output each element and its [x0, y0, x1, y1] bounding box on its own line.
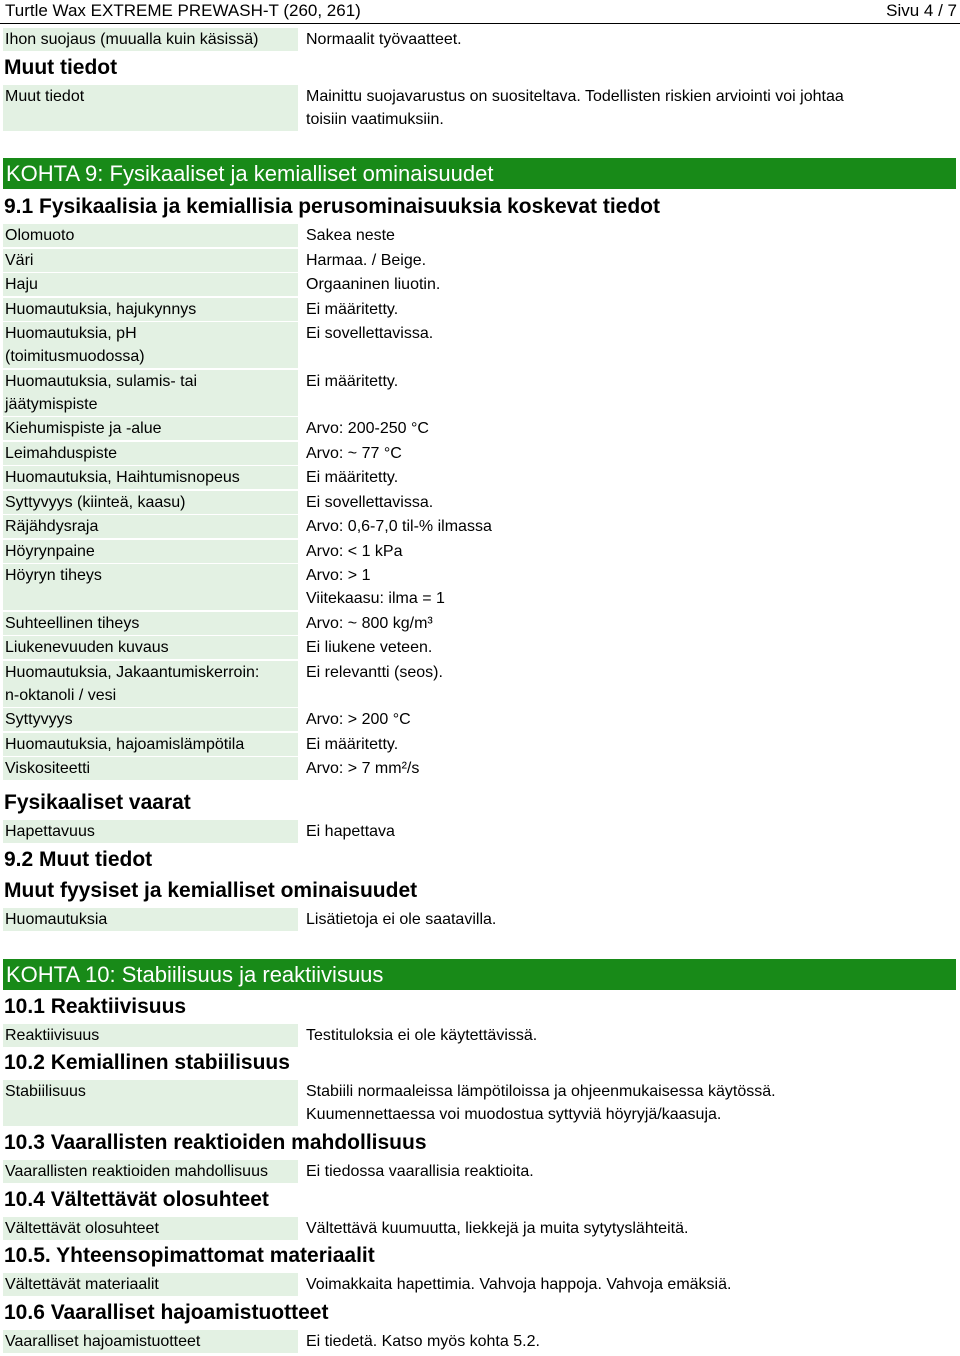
property-label: Liukenevuuden kuvaus: [3, 636, 298, 659]
field-label: Vaaralliset hajoamistuotteet: [3, 1330, 298, 1353]
field-label: Huomautuksia: [3, 908, 298, 931]
property-label: Huomautuksia, sulamis- tai jäätymispiste: [3, 370, 298, 416]
property-value: Ei sovellettavissa.: [306, 325, 434, 342]
field-value: Lisätietoja ei ole saatavilla.: [306, 911, 497, 928]
property-value: Ei liukene veteen.: [306, 639, 433, 656]
property-label: Huomautuksia, pH (toimitusmuodossa): [3, 322, 298, 368]
field-label: Vältettävät olosuhteet: [3, 1217, 298, 1240]
field-value: Ei tiedetä. Katso myös kohta 5.2.: [306, 1333, 540, 1350]
field-label: Vaarallisten reaktioiden mahdollisuus: [3, 1160, 298, 1183]
field-label: Reaktiivisuus: [3, 1024, 298, 1047]
header-divider: [0, 23, 960, 24]
property-label: Huomautuksia, Jakaantumiskerroin: n-oktanoli / vesi: [3, 661, 298, 707]
field-label: Stabiilisuus: [3, 1080, 298, 1126]
subsection-heading: 9.2 Muut tiedot: [4, 848, 153, 871]
property-label: Olomuoto: [3, 224, 298, 247]
property-label: Huomautuksia, hajukynnys: [3, 298, 298, 321]
field-value: Voimakkaita hapettimia. Vahvoja happoja. Vahvoja emäksiä.: [306, 1276, 732, 1293]
property-value: Sakea neste: [306, 227, 395, 244]
subsection-heading: 10.3 Vaarallisten reaktioiden mahdollisuus: [4, 1131, 427, 1154]
page-number: Sivu 4 / 7: [886, 1, 957, 20]
property-value: Harmaa. / Beige.: [306, 251, 427, 269]
property-label: Huomautuksia, Haihtumisnopeus: [3, 466, 298, 489]
field-value: Testituloksia ei ole käytettävissä.: [306, 1027, 538, 1044]
property-value: Arvo: ~ 77 °C: [306, 444, 402, 462]
field-value: Mainittu suojavarustus on suositeltava. Todellisten riskien arviointi voi johtaa toisiin vaatimuksiin.: [306, 88, 844, 128]
field-value: Stabiili normaaleissa lämpötiloissa ja ohjeenmukaisessa käytössä. Kuumennettaessa voi muodostua syttyviä höyryjä/kaasuja.: [306, 1083, 776, 1123]
property-label: Huomautuksia, hajoamislämpötila: [3, 733, 298, 756]
property-value: Orgaaninen liuotin.: [306, 276, 441, 293]
field-value: Ei tiedossa vaarallisia reaktioita.: [306, 1163, 534, 1180]
property-label: Syttyvyys (kiinteä, kaasu): [3, 491, 298, 514]
property-label: Haju: [3, 273, 298, 296]
subsection-heading: 10.4 Vältettävät olosuhteet: [4, 1188, 269, 1211]
property-label: Höyryn tiheys: [3, 564, 298, 610]
section-banner: KOHTA 10: Stabiilisuus ja reaktiivisuus: [3, 959, 956, 990]
field-label: Muut tiedot: [3, 85, 298, 131]
field-value: Normaalit työvaatteet.: [306, 31, 462, 48]
field-value: Ei hapettava: [306, 823, 395, 840]
property-label: Väri: [3, 249, 298, 272]
field-label: Hapettavuus: [3, 820, 298, 843]
subsection-heading: 10.1 Reaktiivisuus: [4, 995, 187, 1018]
field-value: Vältettävä kuumuutta, liekkejä ja muita sytytyslähteitä.: [306, 1220, 689, 1237]
subsection-heading: 10.2 Kemiallinen stabiilisuus: [4, 1051, 290, 1074]
property-value: Arvo: 200-250 °C: [306, 420, 429, 437]
property-label: Kiehumispiste ja -alue: [3, 417, 298, 440]
subsection-heading: Muut tiedot: [4, 56, 118, 79]
property-value: Ei määritetty.: [306, 372, 399, 390]
page-header: [5, 0, 957, 22]
subsection-heading: 10.5. Yhteensopimattomat materiaalit: [4, 1244, 375, 1267]
property-value: Arvo: ~ 800 kg/m³: [306, 614, 433, 632]
property-value: Ei relevantti (seos).: [306, 663, 443, 681]
property-value: Ei sovellettavissa.: [306, 493, 434, 511]
property-value: Arvo: 0,6-7,0 til-% ilmassa: [306, 518, 492, 535]
property-value: Ei määritetty.: [306, 469, 399, 486]
property-value: Ei määritetty.: [306, 300, 399, 318]
property-label: Syttyvyys: [3, 708, 298, 731]
subsection-heading: 9.1 Fysikaalisia ja kemiallisia perusominaisuuksia koskevat tiedot: [4, 195, 660, 218]
property-value: Arvo: > 1 Viitekaasu: ilma = 1: [306, 567, 445, 607]
property-value: Arvo: > 7 mm²/s: [306, 760, 420, 777]
property-label: Höyrynpaine: [3, 540, 298, 563]
property-value: Arvo: < 1 kPa: [306, 542, 403, 560]
property-label: Suhteellinen tiheys: [3, 612, 298, 635]
property-label: Leimahduspiste: [3, 442, 298, 465]
subsection-heading: Fysikaaliset vaarat: [4, 791, 191, 814]
property-label: Viskositeetti: [3, 757, 298, 780]
subsection-heading: Muut fyysiset ja kemialliset ominaisuudet: [4, 879, 418, 902]
property-label: Räjähdysraja: [3, 515, 298, 538]
section-banner: KOHTA 9: Fysikaaliset ja kemialliset ominaisuudet: [3, 158, 956, 189]
field-label: Vältettävät materiaalit: [3, 1273, 298, 1296]
subsection-heading: 10.6 Vaaralliset hajoamistuotteet: [4, 1301, 329, 1324]
document-title: Turtle Wax EXTREME PREWASH-T (260, 261): [5, 1, 361, 20]
property-value: Arvo: > 200 °C: [306, 711, 411, 728]
field-label: Ihon suojaus (muualla kuin käsissä): [3, 28, 298, 51]
property-value: Ei määritetty.: [306, 735, 399, 753]
